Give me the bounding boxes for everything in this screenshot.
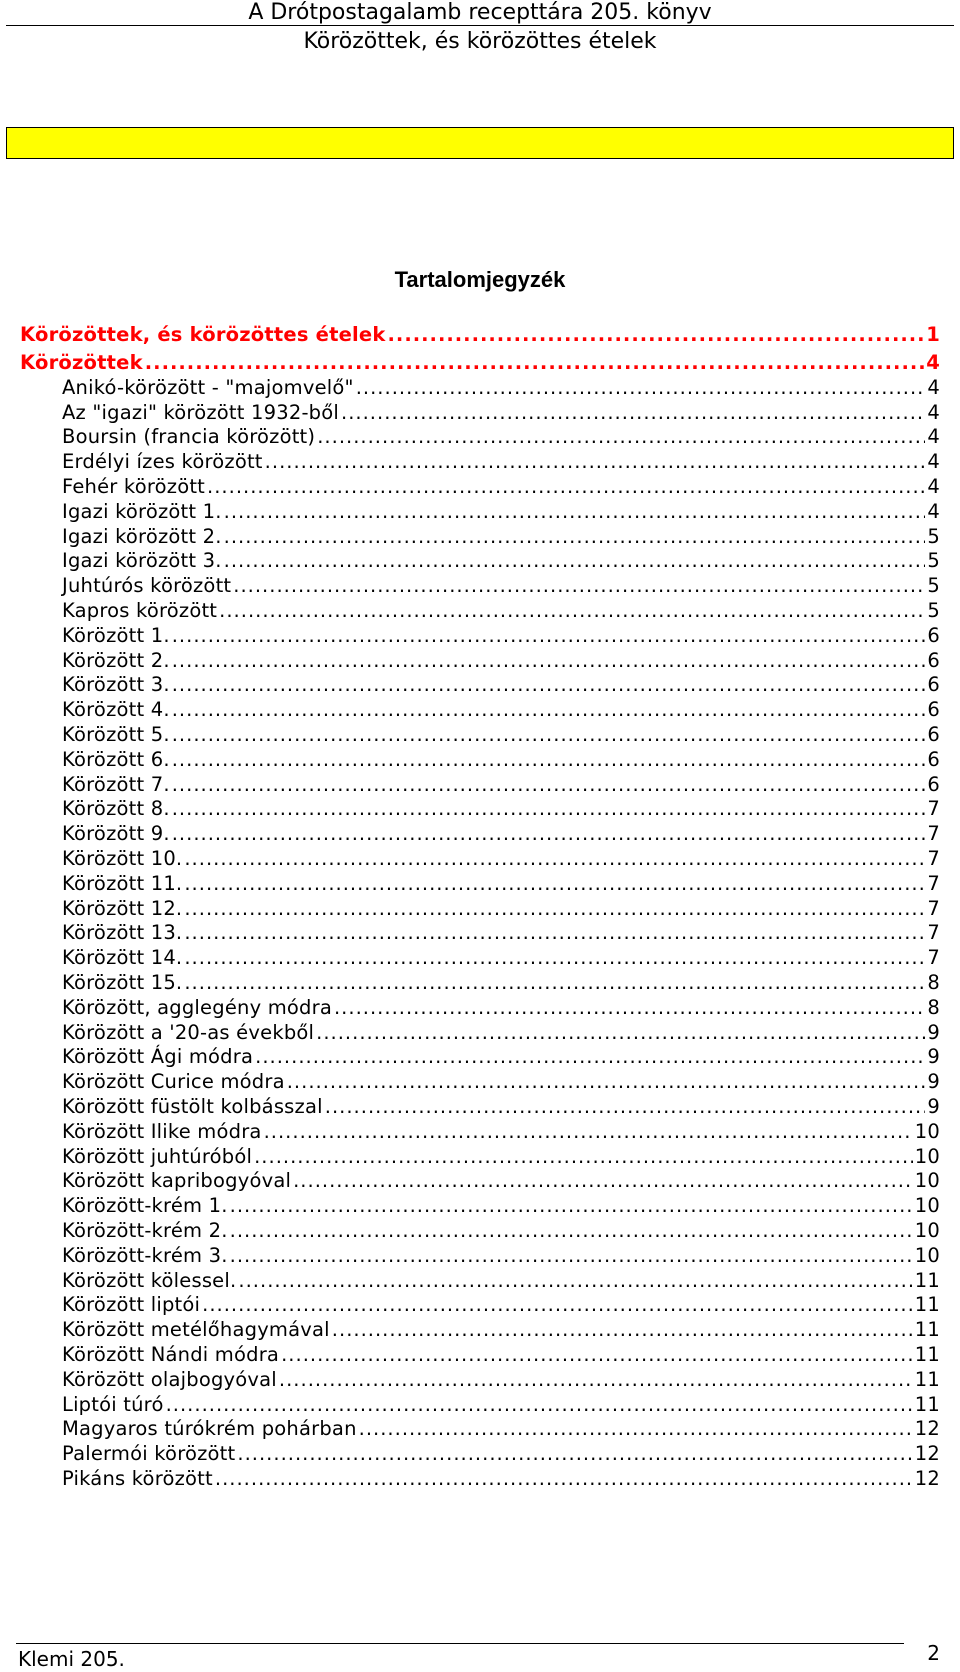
dot-leader [184,871,925,897]
toc-entry-label: Juhtúrós körözött [62,574,232,598]
toc-entry-label: Körözött 9. [62,822,170,846]
dot-leader [233,573,925,599]
footer-label: Klemi 205. [18,1647,125,1671]
toc-entry[interactable] [20,896,940,922]
toc-entry-label: Körözöttek [20,351,143,374]
toc-entry-page: 6 [927,623,940,647]
toc-entry[interactable] [20,648,940,674]
toc-entry[interactable] [20,970,940,996]
toc-entry-page: 10 [914,1119,940,1143]
toc-entry-label: Kapros körözött [62,599,218,622]
dot-leader [325,1094,926,1120]
toc-entry-page: 9 [927,1095,940,1118]
toc-entry[interactable] [20,945,940,971]
dot-leader [230,1243,913,1269]
toc-entry[interactable] [20,672,940,698]
running-header-chapter-title: Körözöttek, és körözöttes ételek [303,29,657,54]
dot-leader [172,722,926,748]
header-divider [6,25,954,26]
toc-entry-label: Körözött füstölt kolbásszal [62,1095,323,1118]
toc-entry-label: Körözött 8. [62,797,170,821]
toc-entry-label: Körözött 7. [62,772,170,796]
toc-entry[interactable] [20,1144,940,1170]
toc-entry[interactable] [20,1342,940,1368]
dot-leader [316,1020,925,1046]
toc-entry[interactable] [20,375,940,401]
toc-entry-label: Körözött olajbogyóval [62,1367,277,1391]
dot-leader [317,424,925,450]
dot-leader [224,524,926,550]
toc-entry-page: 6 [927,673,940,697]
toc-entry-page: 5 [927,549,940,573]
toc-entry-label: Körözött 10. [62,847,183,870]
toc-entry-page: 9 [927,1070,940,1094]
toc-entry[interactable] [20,920,940,946]
toc-entry-label: Körözött 15. [62,971,183,994]
toc-entry[interactable] [20,1416,940,1442]
toc-entry[interactable] [20,1119,940,1145]
toc-entry-label: Körözött 13. [62,921,183,945]
toc-entry-page: 4 [927,475,940,498]
toc-entry[interactable] [20,598,940,624]
dot-leader [230,1193,913,1219]
toc-entry-label: Körözött, agglegény módra [62,995,332,1019]
toc-entry-page: 8 [927,971,940,994]
dot-leader [237,1441,912,1467]
toc-entry[interactable] [20,1168,940,1194]
toc-entry[interactable] [20,846,940,872]
dot-leader [202,1292,913,1318]
dot-leader [145,350,924,376]
toc-entry[interactable] [20,772,940,798]
toc-entry-page: 6 [927,747,940,771]
toc-entry[interactable] [20,1392,940,1418]
toc-entry-page: 6 [927,723,940,746]
toc-entry-page: 12 [914,1442,940,1466]
toc-entry[interactable] [20,747,940,773]
toc-entry[interactable] [20,623,940,649]
toc-entry-label: Körözött-krém 2. [62,1219,228,1242]
toc-entry-page: 10 [914,1144,940,1168]
toc-entry-label: Erdélyi ízes körözött [62,450,263,474]
toc-entry-page: 11 [914,1318,940,1342]
toc-entry-label: Körözött-krém 3. [62,1243,228,1267]
dot-leader [254,1144,913,1170]
dot-leader [265,449,926,475]
toc-entry-page: 6 [927,698,940,722]
toc-entry-label: Körözött 4. [62,698,170,722]
toc-entry-page: 7 [927,797,940,821]
toc-entry-page: 4 [927,400,940,424]
toc-entry-label: Boursin (francia körözött) [62,425,316,449]
toc-entry-page: 7 [927,896,940,920]
dot-leader [224,548,926,574]
toc-entry-label: Körözöttek, és körözöttes ételek [20,323,386,346]
toc-entry[interactable] [20,424,940,450]
dot-leader [184,945,925,971]
toc-entry[interactable] [20,995,940,1021]
toc-entry-page: 4 [927,499,940,523]
toc-entry-page: 7 [927,871,940,895]
toc-entry-label: Magyaros túrókrém pohárban [62,1417,357,1441]
toc-entry-page: 10 [914,1194,940,1218]
toc-entry[interactable] [20,1218,940,1244]
toc-entry-label: Fehér körözött [62,475,206,498]
toc-entry-label: Anikó-körözött - "majomvelő" [62,375,354,399]
toc-entry-label: Körözött Ági módra [62,1045,254,1069]
toc-entry-label: Igazi körözött 2. [62,524,222,548]
dot-leader [238,1268,912,1294]
toc-entry[interactable] [20,449,940,475]
dot-leader [334,995,925,1021]
toc-entry[interactable] [20,821,940,847]
toc-entry-page: 5 [927,599,940,622]
toc-entry-page: 4 [927,375,940,399]
dot-leader [184,920,925,946]
dot-leader [172,772,926,798]
toc-entry-page: 11 [914,1343,940,1366]
toc-entry-label: Körözött 2. [62,648,170,672]
toc-entry-page: 11 [914,1268,940,1292]
toc-entry[interactable] [20,1094,940,1120]
dot-leader [230,1218,913,1244]
dot-leader [172,672,926,698]
toc-entry-label: Palermói körözött [62,1442,236,1466]
dot-leader [219,598,925,624]
toc-entry[interactable] [20,1292,940,1318]
toc-entry-page: 9 [927,1045,940,1069]
toc-entry[interactable] [20,1317,940,1343]
dot-leader [172,747,926,773]
dot-leader [215,1466,913,1492]
dot-leader [255,1044,925,1070]
toc-entry-page: 4 [926,351,940,374]
toc-entry-page: 10 [914,1169,940,1193]
toc-entry-page: 5 [927,574,940,598]
dot-leader [172,821,926,847]
toc-entry-label: Körözött 12. [62,896,183,920]
toc-entry-page: 10 [914,1243,940,1267]
toc-entry[interactable] [20,524,940,550]
toc-entry[interactable] [20,573,940,599]
dot-leader [224,499,926,525]
toc-entry-label: Körözött 6. [62,747,170,771]
toc-entry-page: 9 [927,1020,940,1044]
toc-entry-label: Körözött 3. [62,673,170,697]
dot-leader [184,970,925,996]
dot-leader [279,1367,913,1393]
toc-entry-page: 6 [927,772,940,796]
toc-entry-label: Igazi körözött 1. [62,499,222,523]
toc-entry-label: Körözött metélőhagymával [62,1318,330,1342]
toc-entry-page: 7 [927,946,940,970]
toc-entry-label: Körözött 1. [62,623,170,647]
toc-entry-page: 7 [927,822,940,846]
dot-leader [356,375,926,401]
dot-leader [281,1342,913,1368]
toc-entry[interactable] [20,499,940,525]
toc-entry-page: 4 [927,425,940,449]
toc-entry[interactable] [20,1020,940,1046]
toc-entry[interactable] [20,871,940,897]
toc-entry-label: Az "igazi" körözött 1932-ből [62,400,340,424]
toc-entry[interactable] [20,548,940,574]
toc-entry-label: Körözött liptói [62,1293,201,1317]
toc-entry[interactable] [20,350,940,376]
toc-entry-label: Körözött 14. [62,946,183,970]
toc-entry-page: 12 [914,1417,940,1441]
toc-entry-label: Körözött 11. [62,871,183,895]
dot-leader [293,1168,913,1194]
toc-entry[interactable] [20,400,940,426]
toc-entry-label: Körözött kapribogyóval [62,1169,292,1193]
toc-entry-label: Körözött Ilike módra [62,1119,262,1143]
dot-leader [172,623,926,649]
toc-entry-label: Körözött-krém 1. [62,1194,228,1218]
toc-entry-label: Körözött 5. [62,723,170,746]
footer-divider [16,1643,904,1644]
toc-entry[interactable] [20,697,940,723]
toc-entry-label: Körözött Nándi módra [62,1343,280,1366]
dot-leader [184,846,925,872]
toc-entry-page: 4 [927,450,940,474]
toc-entry-label: Pikáns körözött [62,1467,213,1490]
dot-leader [172,648,926,674]
toc-entry[interactable] [20,1466,940,1492]
toc-entry-label: Körözött kölessel. [62,1268,237,1292]
toc-entry[interactable] [20,1193,940,1219]
running-header-book-title: A Drótpostagalamb recepttára 205. könyv [248,0,712,25]
toc-title: Tartalomjegyzék [394,267,566,292]
dot-leader [166,1392,913,1418]
dot-leader [172,796,926,822]
toc-entry[interactable] [20,474,940,500]
toc-entry-page: 11 [914,1392,940,1416]
toc-entry-page: 8 [927,995,940,1019]
page-number: 2 [927,1641,940,1665]
dot-leader [388,322,925,348]
toc-entry-page: 11 [914,1293,940,1317]
toc-entry-page: 12 [914,1467,940,1490]
dot-leader [287,1069,926,1095]
dot-leader [264,1119,913,1145]
toc-entry-page: 7 [927,921,940,945]
dot-leader [172,697,926,723]
highlight-banner [6,127,954,159]
toc-entry[interactable] [20,1044,940,1070]
toc-entry-label: Körözött a '20-as évekből [62,1020,315,1044]
dot-leader [184,896,925,922]
toc-entry-page: 1 [926,323,940,346]
toc-entry-label: Igazi körözött 3. [62,549,222,573]
toc-entry-page: 6 [927,648,940,672]
toc-entry[interactable] [20,796,940,822]
dot-leader [207,474,925,500]
toc-entry[interactable] [20,1367,940,1393]
toc-entry[interactable] [20,1069,940,1095]
toc-entry-label: Körözött Curice módra [62,1070,285,1094]
toc-entry[interactable] [20,1441,940,1467]
toc-entry[interactable] [20,722,940,748]
toc-entry-label: Liptói túró [62,1392,164,1416]
toc-entry-page: 10 [914,1219,940,1242]
toc-entry[interactable] [20,322,940,348]
toc-entry-label: Körözött juhtúróból [62,1144,253,1168]
toc-entry[interactable] [20,1243,940,1269]
dot-leader [359,1416,913,1442]
dot-leader [341,400,925,426]
toc-entry-page: 5 [927,524,940,548]
toc-entry-page: 11 [914,1367,940,1391]
dot-leader [332,1317,913,1343]
toc-entry-page: 7 [927,847,940,870]
toc-entry[interactable] [20,1268,940,1294]
